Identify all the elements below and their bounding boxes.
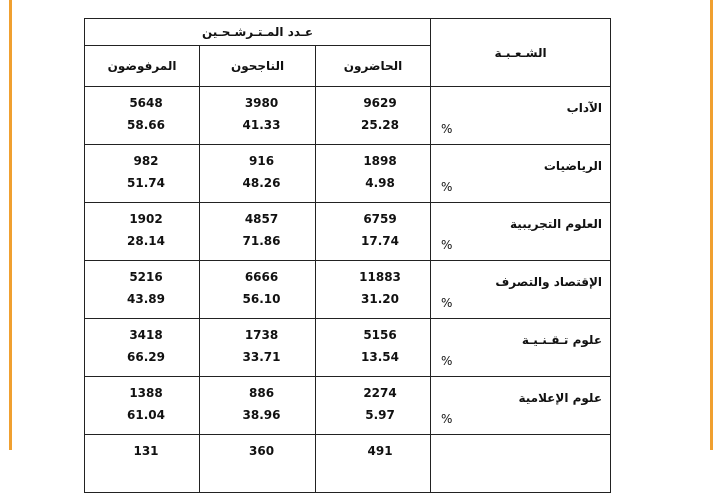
rejected-count: 5648 (129, 96, 163, 110)
rejected-percent: 28.14 (127, 234, 165, 248)
present-percent: 4.98 (365, 176, 395, 190)
results-table (84, 18, 611, 493)
branch-cell (431, 435, 611, 493)
present-count: 1898 (363, 154, 397, 168)
branch-cell (431, 203, 611, 261)
rejected-percent: 51.74 (127, 176, 165, 190)
rejected-percent: 66.29 (127, 350, 165, 364)
percent-sign: % (441, 122, 453, 136)
present-percent: 13.54 (361, 350, 400, 364)
passed-cell (200, 435, 316, 493)
branch-name: الإقتصاد والتصرف (495, 275, 603, 289)
present-cell (316, 145, 431, 203)
rejected-percent: 43.89 (127, 292, 165, 306)
present-cell (316, 319, 431, 377)
header-candidates-count: عـدد المـتـرشـحـين (85, 19, 431, 46)
present-cell (316, 203, 431, 261)
percent-sign: % (441, 238, 453, 252)
passed-percent: 71.86 (242, 234, 281, 248)
branch-cell (431, 261, 611, 319)
branch-name: الآداب (566, 101, 603, 115)
passed-percent: 33.71 (242, 350, 281, 364)
rejected-count: 1388 (129, 386, 163, 400)
present-count: 491 (367, 444, 393, 458)
header-present: الحاضرون (316, 46, 431, 87)
present-percent: 17.74 (361, 234, 400, 248)
passed-count: 916 (249, 154, 275, 168)
passed-percent: 56.10 (242, 292, 281, 306)
branch-cell (431, 145, 611, 203)
present-count: 6759 (363, 212, 397, 226)
rejected-count: 982 (133, 154, 159, 168)
percent-sign: % (441, 354, 453, 368)
passed-count: 6666 (244, 270, 279, 284)
present-count: 9629 (363, 96, 397, 110)
rejected-cell (85, 435, 200, 493)
rejected-count: 3418 (129, 328, 163, 342)
passed-cell (200, 261, 316, 319)
passed-count: 4857 (244, 212, 279, 226)
table-row (85, 319, 611, 377)
table-row (85, 203, 611, 261)
page-frame-right (710, 0, 713, 450)
rejected-percent: 58.66 (127, 118, 165, 132)
branch-cell (431, 87, 611, 145)
present-count: 5156 (363, 328, 397, 342)
present-cell (316, 261, 431, 319)
page-frame-left (9, 0, 12, 450)
passed-percent: 41.33 (242, 118, 281, 132)
table-row (85, 435, 611, 493)
branch-name: الرياضيات (543, 159, 603, 173)
rejected-cell (85, 319, 200, 377)
passed-count: 3980 (244, 96, 279, 110)
passed-count: 1738 (244, 328, 279, 342)
branch-cell (431, 377, 611, 435)
branch-name: العلوم التجريبية (510, 217, 603, 231)
present-percent: 31.20 (361, 292, 400, 306)
present-cell (316, 87, 431, 145)
passed-cell (200, 203, 316, 261)
present-count: 11883 (359, 270, 401, 284)
passed-cell (200, 145, 316, 203)
passed-cell (200, 87, 316, 145)
header-passed: الناجحون (200, 46, 316, 87)
rejected-cell (85, 87, 200, 145)
header-branch: الشـعـبـة (431, 19, 611, 87)
passed-count: 886 (249, 386, 275, 400)
passed-percent: 48.26 (242, 176, 281, 190)
passed-percent: 38.96 (242, 408, 281, 422)
header-rejected: المرفوضون (85, 46, 200, 87)
present-cell (316, 435, 431, 493)
passed-cell (200, 377, 316, 435)
present-percent: 25.28 (361, 118, 400, 132)
percent-sign: % (441, 180, 453, 194)
rejected-count: 1902 (129, 212, 163, 226)
percent-sign: % (441, 296, 453, 310)
branch-name: علوم تـقـنـيـة (521, 333, 603, 347)
branch-name: علوم الإعلامية (518, 391, 603, 405)
branch-cell (431, 319, 611, 377)
present-cell (316, 377, 431, 435)
table-row (85, 87, 611, 145)
present-percent: 5.97 (365, 408, 395, 422)
table-row (85, 377, 611, 435)
rejected-cell (85, 203, 200, 261)
rejected-cell (85, 261, 200, 319)
rejected-count: 5216 (129, 270, 163, 284)
rejected-count: 131 (133, 444, 159, 458)
passed-count: 360 (249, 444, 275, 458)
table-row (85, 261, 611, 319)
percent-sign: % (441, 412, 453, 426)
rejected-cell (85, 145, 200, 203)
passed-cell (200, 319, 316, 377)
rejected-percent: 61.04 (127, 408, 165, 422)
table-row (85, 145, 611, 203)
present-count: 2274 (363, 386, 397, 400)
rejected-cell (85, 377, 200, 435)
